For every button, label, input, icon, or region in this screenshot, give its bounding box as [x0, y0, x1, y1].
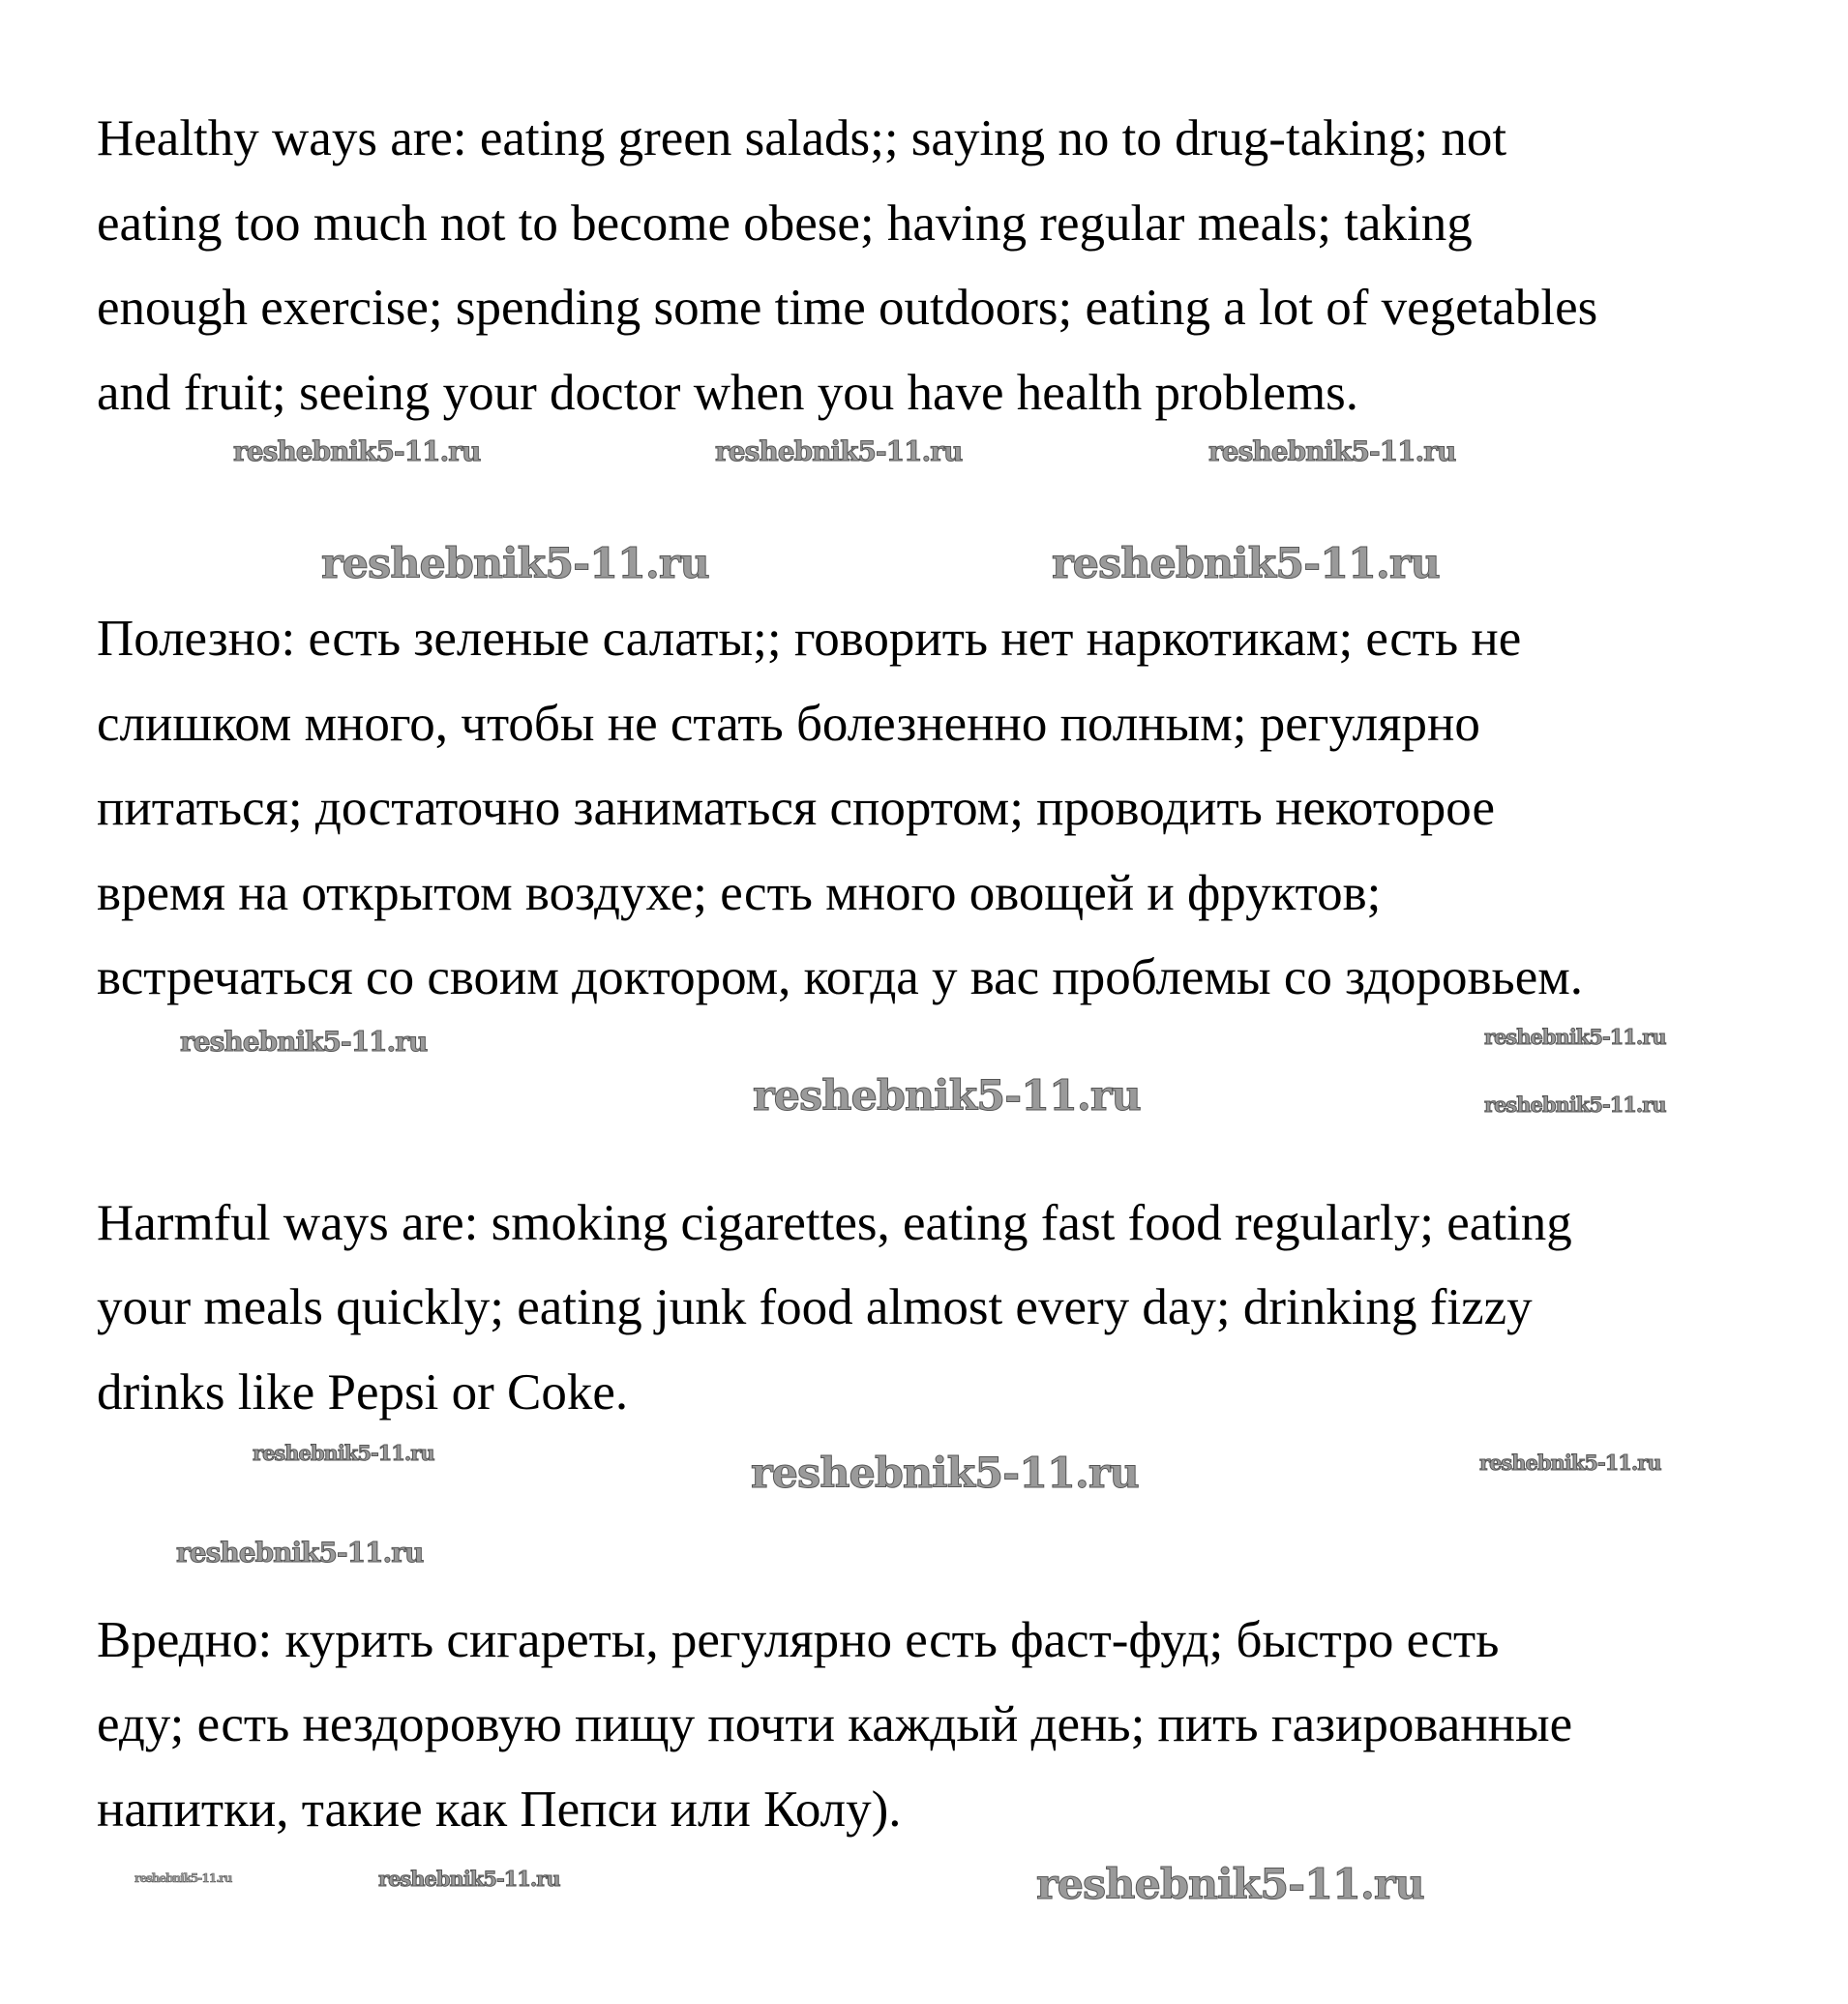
text-line: напитки, такие как Пепси или Колу). — [97, 1781, 902, 1838]
watermark: reshebnik5-11.ru — [1052, 540, 1440, 588]
text-line: your meals quickly; eating junk food almost every day; drinking fizzy — [97, 1279, 1533, 1335]
text-line: Вредно: курить сигареты, регулярно есть фаст-фуд; быстро есть — [97, 1612, 1500, 1668]
watermark: reshebnik5-11.ru — [321, 540, 709, 588]
text-line: Полезно: есть зеленые салаты;; говорить нет наркотикам; есть не — [97, 611, 1522, 667]
text-line: Healthy ways are: eating green salads;; saying no to drug-taking; not — [97, 110, 1507, 166]
watermark: reshebnik5-11.ru — [1484, 1092, 1666, 1117]
watermark: reshebnik5-11.ru — [378, 1867, 560, 1891]
watermark: reshebnik5-11.ru — [753, 1072, 1141, 1121]
watermark: reshebnik5-11.ru — [1036, 1861, 1424, 1909]
watermark: reshebnik5-11.ru — [1484, 1025, 1666, 1049]
watermark: reshebnik5-11.ru — [134, 1871, 232, 1885]
watermark: reshebnik5-11.ru — [1479, 1451, 1661, 1475]
text-line: eating too much not to become obese; having regular meals; taking — [97, 195, 1473, 252]
text-line: enough exercise; spending some time outdoors; eating a lot of vegetables — [97, 280, 1598, 336]
text-line: встречаться со своим доктором, когда у вас проблемы со здоровьем. — [97, 949, 1584, 1005]
text-line: питаться; достаточно заниматься спортом; проводить некоторое — [97, 780, 1495, 836]
text-line: Harmful ways are: smoking cigarettes, eating fast food regularly; eating — [97, 1195, 1572, 1251]
watermark: reshebnik5-11.ru — [715, 435, 963, 467]
text-line: drinks like Pepsi or Coke. — [97, 1364, 629, 1421]
watermark: reshebnik5-11.ru — [253, 1441, 434, 1465]
watermark: reshebnik5-11.ru — [180, 1026, 428, 1058]
text-line: слишком много, чтобы не стать болезненно полным; регулярно — [97, 696, 1480, 752]
text-line: and fruit; seeing your doctor when you have health problems. — [97, 365, 1359, 421]
watermark: reshebnik5-11.ru — [233, 435, 481, 467]
watermark: reshebnik5-11.ru — [751, 1450, 1139, 1498]
text-line: время на открытом воздухе; есть много овощей и фруктов; — [97, 865, 1382, 921]
watermark: reshebnik5-11.ru — [176, 1537, 424, 1569]
watermark: reshebnik5-11.ru — [1208, 435, 1456, 467]
text-line: еду; есть нездоровую пищу почти каждый день; пить газированные — [97, 1696, 1573, 1752]
